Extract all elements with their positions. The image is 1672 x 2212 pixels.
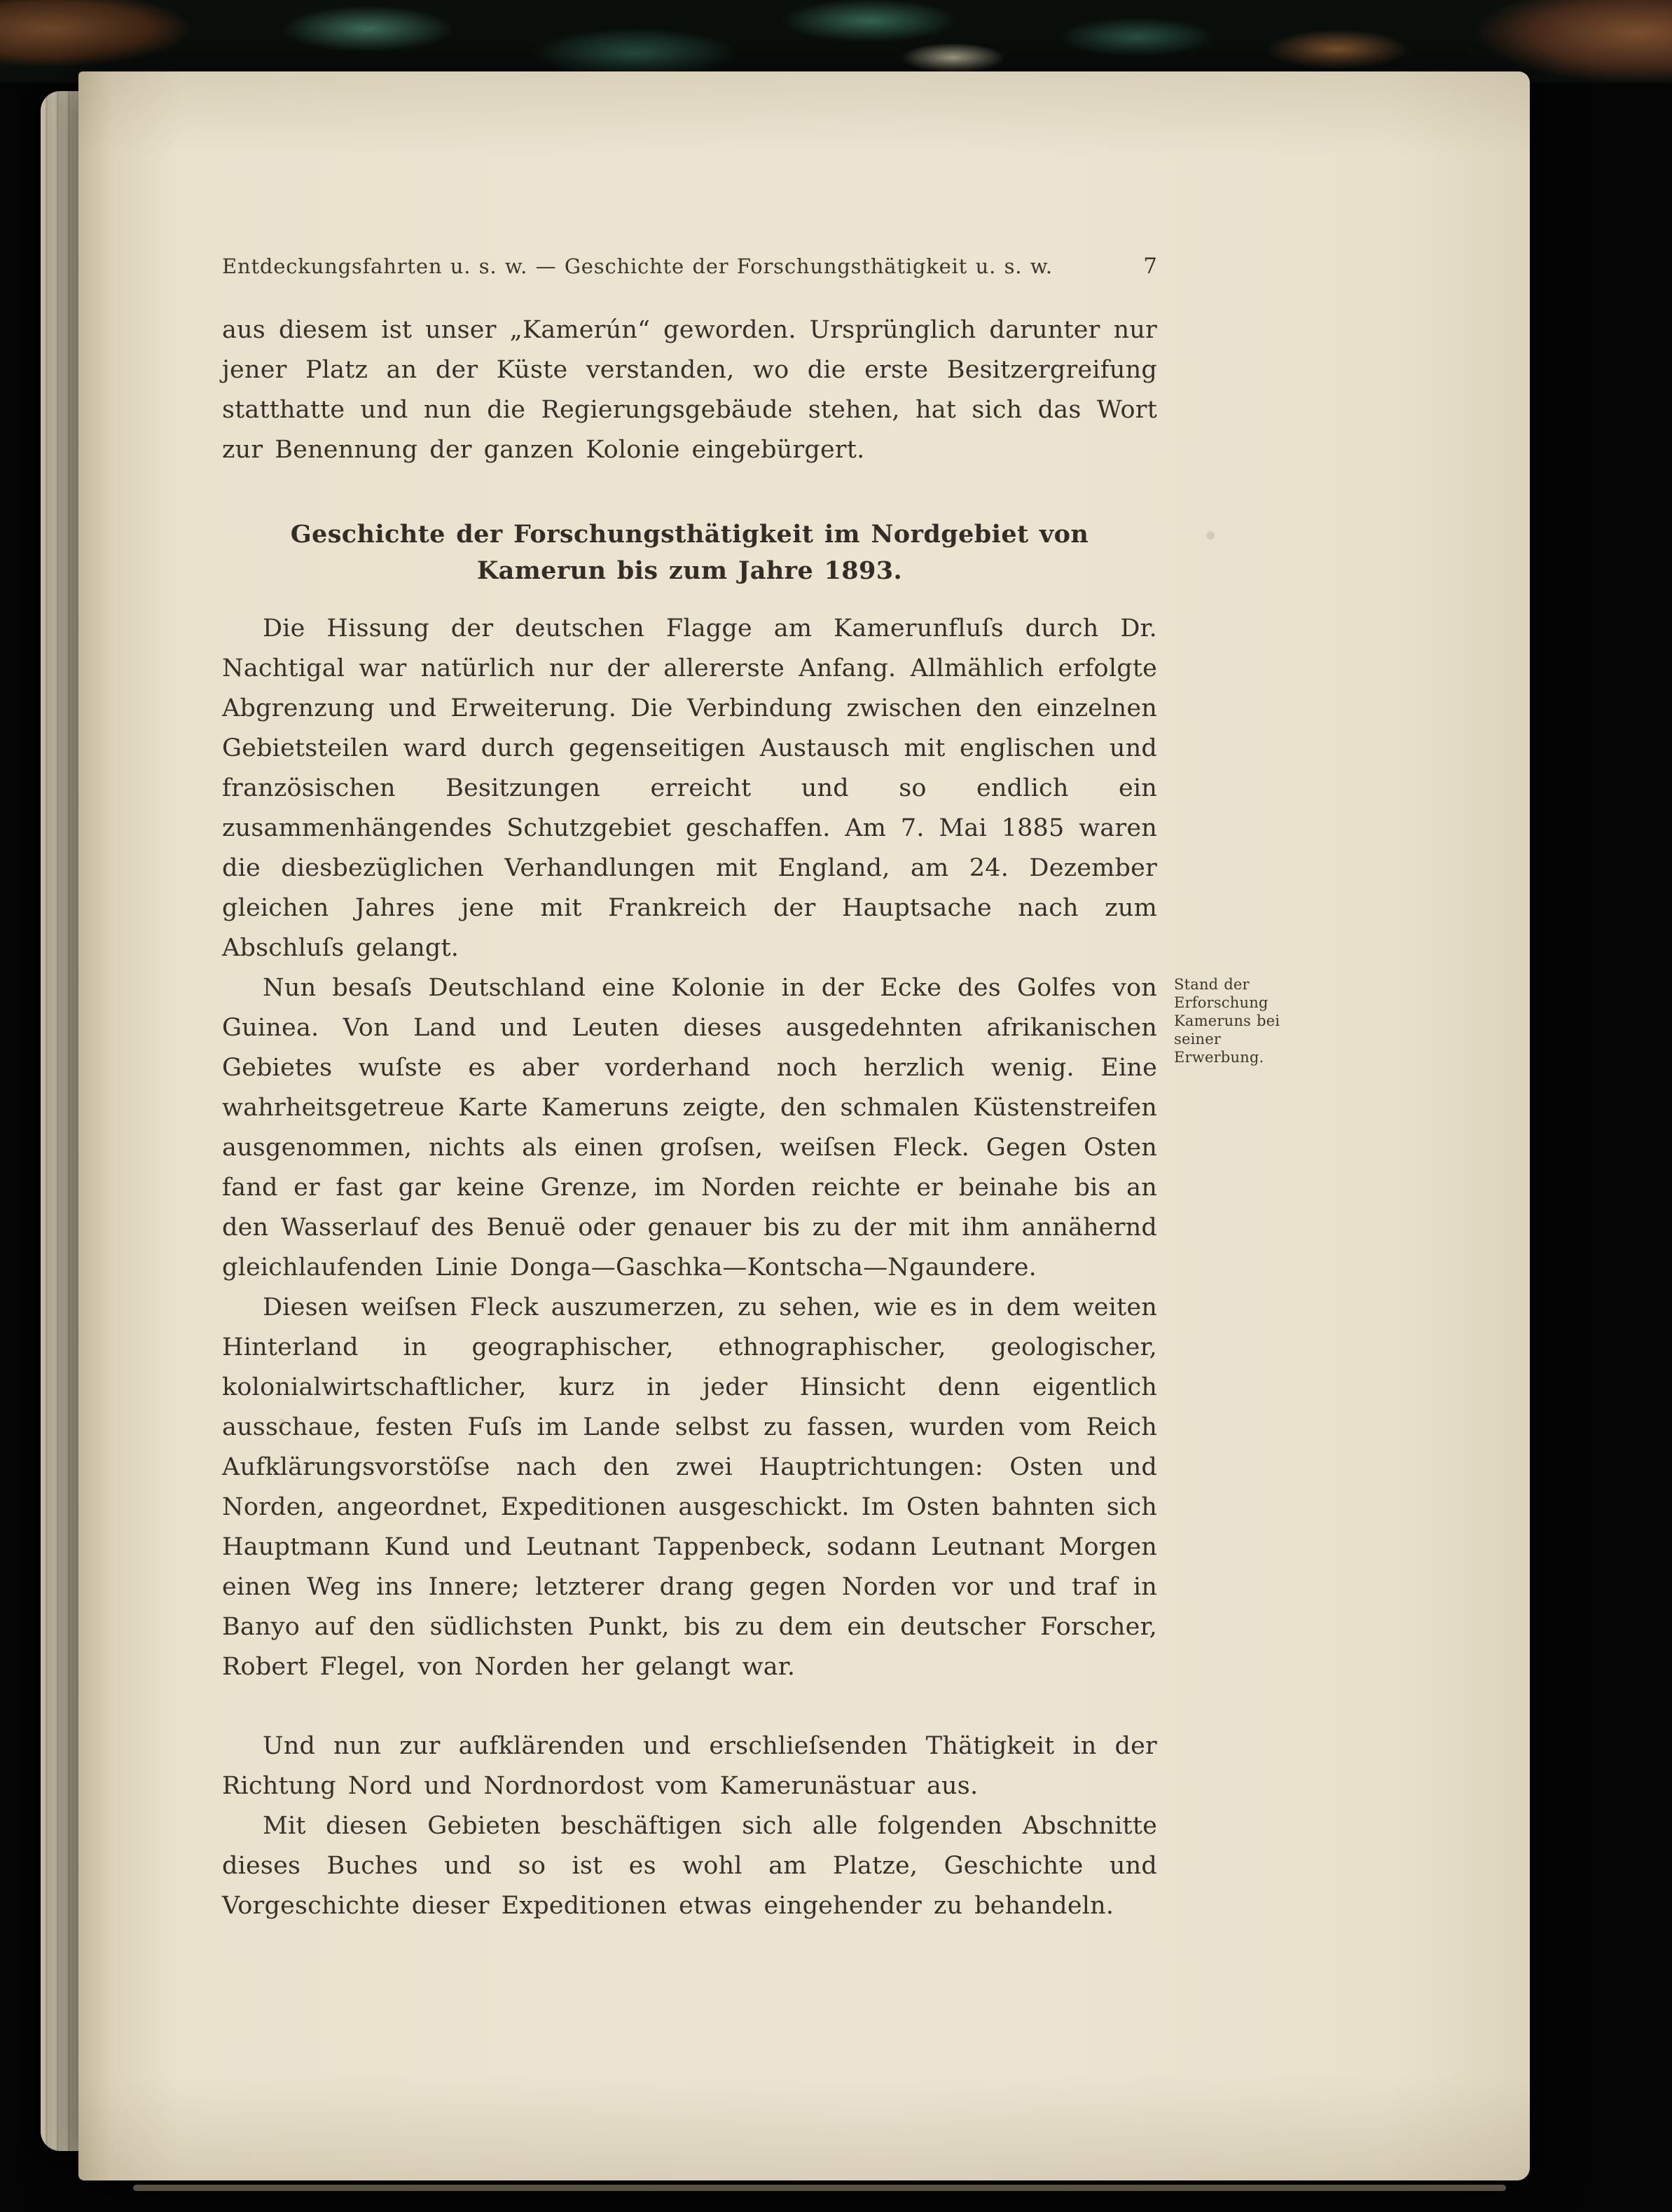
- paragraph-following-chapters: Mit diesen Gebieten beschäftigen sich alle folgenden Abschnitte dieses Buches und so ist es wohl am Platze, Geschichte und Vorgeschichte dieser Expeditionen etwas eingehender zu behandeln.: [222, 1812, 1157, 1920]
- section-heading-line-2: Kamerun bis zum Jahre 1893.: [476, 556, 903, 585]
- lower-page-edge: [133, 2185, 1506, 2191]
- paragraph-flag-hoisting: Die Hissung der deutschen Flagge am Kamerunfluſs durch Dr. Nachtigal war natürlich nur der allererste Anfang. Allmählich erfolgte Abgrenzung und Erweiterung. Die Verbindung zwischen den einzelnen Gebietsteilen ward durch gegenseitigen Austausch mit englischen und französischen Besitzungen erreicht und so endlich ein zusammenhängendes Schutzgebiet geschaffen. Am 7. Mai 1885 waren die diesbezüglichen Verhandlungen mit England, am 24. Dezember gleichen Jahres jene mit Frankreich der Hauptsache nach zum Abschluſs gelangt.: [222, 614, 1157, 962]
- section-heading: [222, 516, 1157, 589]
- text-block: [222, 247, 1280, 1926]
- running-head: [222, 247, 1157, 287]
- paragraph-expeditions: Diesen weiſsen Fleck auszumerzen, zu sehen, wie es in dem weiten Hinterland in geographischer, ethnographischer, geologischer, kolonialwirtschaftlicher, kurz in jeder Hinsicht denn eigentlich ausschaue, festen Fuſs im Lande selbst zu fassen, wurden vom Reich Aufklärungsvorstöſse nach den zwei Hauptrichtungen: Osten und Norden, angeordnet, Expeditionen ausgeschickt. Im Osten bahnten sich Hauptmann Kund und Leutnant Tappenbeck, sodann Leutnant Morgen einen Weg ins Innere; letzterer drang gegen Norden vor und traf in Banyo auf den südlichsten Punkt, bis zu dem ein deutscher Forscher, Robert Flegel, von Norden her gelangt war.: [222, 1293, 1157, 1681]
- running-head-text: Entdeckungsfahrten u. s. w. — Geschichte der Forschungsthätigkeit u. s. w.: [222, 254, 1053, 278]
- book-binding-marbled-edge: [0, 0, 1672, 83]
- paragraph-with-margin-note: [222, 968, 1280, 1288]
- page-edges-stack: [41, 91, 84, 2151]
- margin-note: Stand der Erforschung Kameruns bei seiner Erwerbung.: [1174, 976, 1280, 1066]
- book-page: [78, 71, 1530, 2180]
- section-heading-line-1: Geschichte der Forschungsthätigkeit im Nordgebiet von: [290, 520, 1089, 549]
- page-number: 7: [1143, 254, 1157, 279]
- paragraph-intro: aus diesem ist unser „Kamerún“ geworden. Ursprünglich darunter nur jener Platz an der Küste verstanden, wo die erste Besitzergreifung statthatte und nun die Regierungsgebäude stehen, hat sich das Wort zur Benennung der ganzen Kolonie eingebürgert.: [222, 316, 1157, 464]
- paragraph-north-direction: Und nun zur aufklärenden und erschlieſsenden Thätigkeit in der Richtung Nord und Nordnordost vom Kamerunästuar aus.: [222, 1732, 1157, 1800]
- paragraph-colony-white-spot: Nun besaſs Deutschland eine Kolonie in der Ecke des Golfes von Guinea. Von Land und Leuten dieses ausgedehnten afrikanischen Gebietes wuſste es aber vorderhand noch herzlich wenig. Eine wahrheitsgetreue Karte Kameruns zeigte, den schmalen Küstenstreifen ausgenommen, nichts als einen groſsen, weiſsen Fleck. Gegen Osten fand er fast gar keine Grenze, im Norden reichte er beinahe bis an den Wasserlauf des Benuë oder genauer bis zu der mit ihm annähernd gleichlaufenden Linie Donga—Gaschka—Kontscha—Ngaundere.: [222, 974, 1157, 1282]
